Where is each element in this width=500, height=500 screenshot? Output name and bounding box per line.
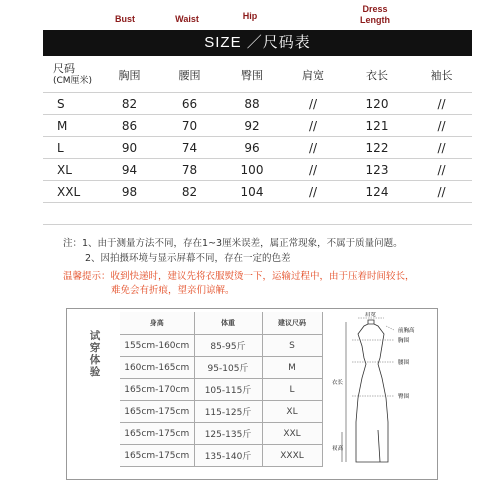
suggested-size-cell: M <box>262 357 322 379</box>
size-cell: S <box>43 93 101 115</box>
size-table-header <box>43 58 472 93</box>
size-table <box>43 58 472 225</box>
slit-figure-label: 衩高 <box>332 446 344 452</box>
table-row <box>120 401 322 423</box>
table-row <box>43 181 472 203</box>
size-header-cell <box>43 58 101 93</box>
fit-table-header <box>120 312 322 335</box>
length-cell: 121 <box>343 115 411 137</box>
hip-cell: 88 <box>221 93 283 115</box>
empty-row <box>43 203 472 225</box>
bust-cell: 86 <box>101 115 158 137</box>
suggested-size-cell: XL <box>262 401 322 423</box>
sleeve-header: 袖长 <box>411 58 472 93</box>
size-cell: XL <box>43 159 101 181</box>
hip-figure-label: 臀围 <box>398 394 410 400</box>
dress-measurement-diagram <box>322 312 434 476</box>
shoulder-figure-label: 肩宽 <box>365 312 377 318</box>
suggested-size-cell: L <box>262 379 322 401</box>
unit-label: (CM厘米) <box>53 76 93 86</box>
weight-cell: 115-125斤 <box>194 401 262 423</box>
hip-header: 臀围 <box>221 58 283 93</box>
fit-table <box>120 312 323 467</box>
hip-cell: 104 <box>221 181 283 203</box>
bust-cell: 94 <box>101 159 158 181</box>
suggested-size-header: 建议尺码 <box>262 312 322 335</box>
length-cell: 120 <box>343 93 411 115</box>
table-row <box>43 93 472 115</box>
length-cell: 122 <box>343 137 411 159</box>
suggested-size-cell: XXL <box>262 423 322 445</box>
dress-outline <box>356 324 388 462</box>
weight-cell: 85-95斤 <box>194 335 262 357</box>
waist-cell: 82 <box>158 181 221 203</box>
fit-side-label <box>82 330 108 378</box>
warm-tip-line-2: 难免会有折痕，望亲们谅解。 <box>111 285 235 296</box>
bust-header: 胸围 <box>101 58 158 93</box>
shoulder-cell: // <box>283 115 343 137</box>
waist-cell: 74 <box>158 137 221 159</box>
shoulder-cell: // <box>283 181 343 203</box>
hip-cell: 100 <box>221 159 283 181</box>
height-cell: 160cm-165cm <box>120 357 194 379</box>
weight-cell: 95-105斤 <box>194 357 262 379</box>
length-cell: 123 <box>343 159 411 181</box>
sleeve-cell: // <box>411 159 472 181</box>
side-char: 穿 <box>89 342 101 354</box>
side-char: 试 <box>89 330 101 342</box>
sleeve-cell: // <box>411 115 472 137</box>
height-cell: 165cm-175cm <box>120 401 194 423</box>
waist-label: Waist <box>175 14 199 24</box>
size-cell: M <box>43 115 101 137</box>
front-chest-measure-line <box>386 326 394 330</box>
bust-cell: 98 <box>101 181 158 203</box>
bust-label: Bust <box>115 14 135 24</box>
waist-cell: 78 <box>158 159 221 181</box>
slit-line <box>378 430 380 462</box>
waist-figure-label: 腰围 <box>398 360 410 366</box>
hip-cell: 96 <box>221 137 283 159</box>
weight-cell: 135-140斤 <box>194 445 262 467</box>
height-cell: 165cm-170cm <box>120 379 194 401</box>
table-row <box>120 335 322 357</box>
side-char: 体 <box>89 354 101 366</box>
bust-cell: 90 <box>101 137 158 159</box>
front-chest-figure-label: 前胸高 <box>398 328 415 334</box>
size-column-label: 尺码 <box>53 62 75 75</box>
warm-tip-line-1: 温馨提示：收到快递时，建议先将衣服熨烫一下，运输过程中，由于压着时间较长， <box>63 271 415 282</box>
height-cell: 165cm-175cm <box>120 445 194 467</box>
weight-cell: 125-135斤 <box>194 423 262 445</box>
bust-cell: 82 <box>101 93 158 115</box>
dress-length-label-line1: Dress <box>362 4 388 14</box>
shoulder-cell: // <box>283 137 343 159</box>
waist-cell: 66 <box>158 93 221 115</box>
note-line-2: 2、因拍摄环境与显示屏幕不同，存在一定的色差 <box>85 253 291 264</box>
size-cell: L <box>43 137 101 159</box>
sleeve-cell: // <box>411 181 472 203</box>
sleeve-cell: // <box>411 93 472 115</box>
length-figure-label: 衣长 <box>332 380 344 386</box>
hip-cell: 92 <box>221 115 283 137</box>
weight-cell: 105-115斤 <box>194 379 262 401</box>
table-row <box>120 357 322 379</box>
table-row <box>43 137 472 159</box>
length-header: 衣长 <box>343 58 411 93</box>
sleeve-cell: // <box>411 137 472 159</box>
collar-shape <box>368 320 374 324</box>
table-row <box>43 159 472 181</box>
size-chart-title: SIZE ／尺码表 <box>43 30 472 56</box>
table-row <box>120 423 322 445</box>
length-cell: 124 <box>343 181 411 203</box>
height-header: 身高 <box>120 312 194 335</box>
waist-header: 腰围 <box>158 58 221 93</box>
shoulder-cell: // <box>283 93 343 115</box>
waist-cell: 70 <box>158 115 221 137</box>
suggested-size-cell: S <box>262 335 322 357</box>
suggested-size-cell: XXXL <box>262 445 322 467</box>
hip-label: Hip <box>242 11 258 21</box>
chest-figure-label: 胸围 <box>398 338 410 344</box>
shoulder-header: 肩宽 <box>283 58 343 93</box>
size-cell: XXL <box>43 181 101 203</box>
height-cell: 165cm-175cm <box>120 423 194 445</box>
table-row <box>120 379 322 401</box>
table-row <box>43 115 472 137</box>
dress-length-label-line2: Length <box>360 15 390 25</box>
table-row <box>120 445 322 467</box>
side-char: 验 <box>89 366 101 378</box>
height-cell: 155cm-160cm <box>120 335 194 357</box>
shoulder-cell: // <box>283 159 343 181</box>
weight-header: 体重 <box>194 312 262 335</box>
note-line-1: 注：1、由于测量方法不同，存在1~3厘米误差，属正常现象，不属于质量问题。 <box>63 238 403 249</box>
